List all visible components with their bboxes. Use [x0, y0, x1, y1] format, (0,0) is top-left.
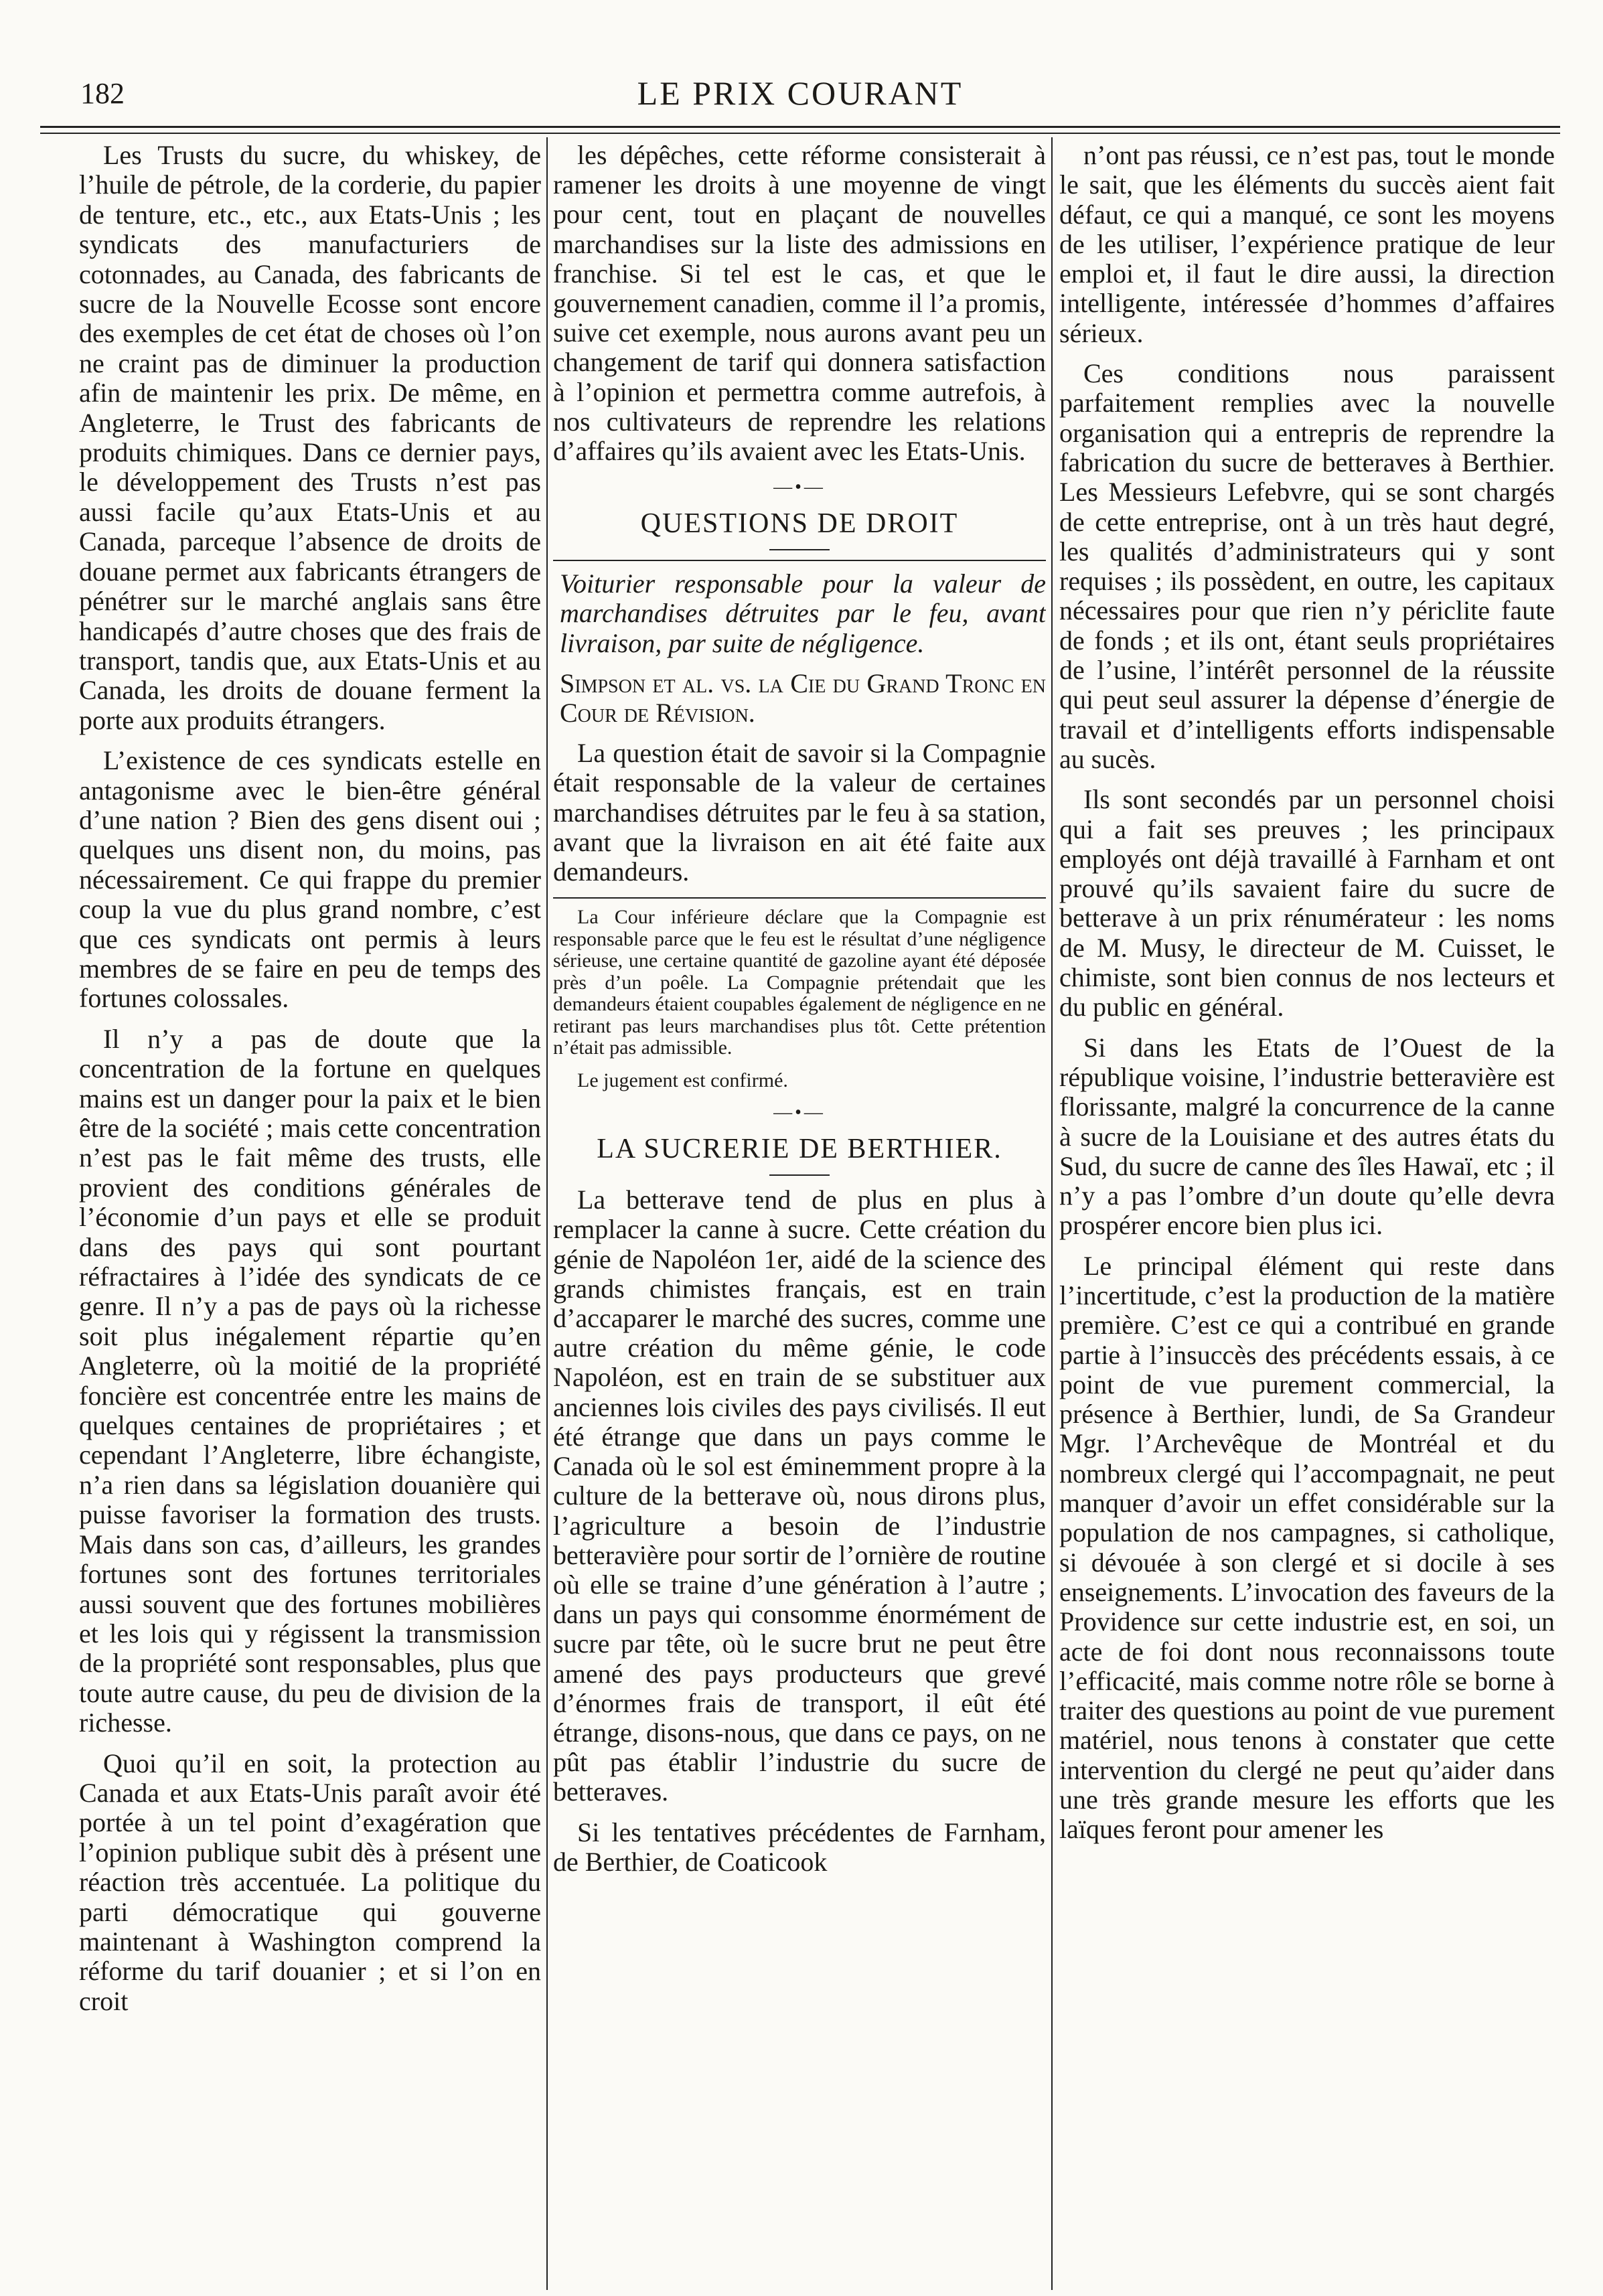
- paragraph: les dépêches, cette réforme consisterait à ramener les droits à une moyenne de vingt pour cent, tout en plaçant de nouvelles marchandises sur la liste des admissions en franchise. Si tel est le cas, et que le gouvernement canadien, comme il l’a promis, suive cet exemple, nous aurons avant peu un changement de tarif qui donnera satisfaction à l’opinion et permettra comme autrefois, à nos cultivateurs de reprendre les relations d’affaires qu’ils avaient avec les Etats-Unis.: [553, 141, 1046, 467]
- column-middle: [553, 141, 1046, 2283]
- column-divider: [1051, 137, 1053, 2290]
- page-number: 182: [80, 77, 125, 110]
- header-rule: [40, 126, 1560, 128]
- paragraph: Si les tentatives précédentes de Farnham, de Berthier, de Coaticook: [553, 1817, 1046, 1877]
- paragraph: Quoi qu’il en soit, la protection au Canada et aux Etats-Unis paraît avoir été portée à un tel point d’exagération que l’opinion publique subit dès à présent une réaction très accentuée. La politique du parti démocratique qui gouverne maintenant à Washington comprend la réforme du tarif douanier ; et si l’on en croit: [79, 1748, 541, 2016]
- paragraph: L’existence de ces syndicats estelle en antagonisme avec le bien-être général d’une nation ? Bien des gens disent oui ; quelques uns disent non, du moins, pas nécessairement. Ce qui frappe du premier coup la vue du plus grand nombre, c’est que ces syndicats ont permis à leurs membres de se faire en peu de temps des fortunes colossales.: [79, 745, 541, 1014]
- paragraph: n’ont pas réussi, ce n’est pas, tout le monde le sait, que les éléments du succès aient fait défaut, ce qui a manqué, ce sont les moyens de les utiliser, l’expérience pratique de leur emploi et, il faut le dire aussi, la direction intelligente, intéressée d’hommes d’affaires sérieux.: [1059, 141, 1555, 348]
- section-heading: LA SUCRERIE DE BERTHIER.: [597, 1134, 1002, 1165]
- heading-rule: [769, 549, 830, 550]
- header-rule-thin: [40, 133, 1560, 134]
- paragraph: La question était de savoir si la Compagnie était responsable de la valeur de certaines marchandises détruites par le feu à sa station, avant que la livraison en ait été faite aux demandeurs.: [553, 738, 1046, 887]
- case-title: Voiturier responsable pour la valeur de marchandises détruites par le feu, avant livraison, par suite de négligence.: [560, 568, 1046, 658]
- paragraph: Le principal élément qui reste dans l’incertitude, c’est la production de la matière première. C’est ce qui a contribué en grande partie à l’insuccès des précédents essais, à ce point de vue purement commercial, la présence à Berthier, lundi, de Sa Grandeur Mgr. l’Archevêque de Montréal et du nombreux clergé qui l’accompagnait, ne peut manquer d’avoir un effet considérable sur la population de nos campagnes, si catholique, si dévouée à son clergé et si docile à ses enseignements. L’invocation des faveurs de la Providence sur cette industrie est, en soi, un acte de foi dont nous reconnaissons toute l’efficacité, mais comme notre rôle se borne à traiter des questions au point de vue purement matériel, nous tenons à constater que cette intervention du clergé ne peut qu’aider dans une très grande mesure les efforts que les laïques feront pour amener les: [1059, 1250, 1555, 1845]
- paragraph: Il n’y a pas de doute que la concentration de la fortune en quelques mains est un danger pour la paix et le bien être de la société ; mais cette concentration n’est pas le fait même des trusts, elle provient des conditions générales de l’économie d’un pays et elle se produit dans des pays qui sont pourtant réfractaires à l’idée des syndicats de ce genre. Il n’y a pas de pays où la richesse soit plus inégalement répartie qu’en Angleterre, où la moitié de la propriété foncière est concentrée entre les mains de quelques centaines de propriétaires ; et cependant l’Angleterre, libre échangiste, n’a rien dans sa législation douanière qui puisse favoriser la formation des trusts. Mais dans son cas, d’ailleurs, les grandes fortunes sont des fortunes territoriales aussi souvent que des fortunes mobilières et les lois qui y régissent la transmission de la propriété sont responsables, plus que toute autre cause, du peu de division de la richesse.: [79, 1023, 541, 1738]
- paragraph: Les Trusts du sucre, du whiskey, de l’huile de pétrole, de la corderie, du papier de tenture, etc., etc., aux Etats-Unis ; les syndicats des manufacturiers de cotonnades, au Canada, des fabricants de sucre de la Nouvelle Ecosse sont encore des exemples de cet état de choses où l’on ne craint pas de diminuer la production afin de maintenir les prix. De même, en Angleterre, le Trust des fabricants de produits chimiques. Dans ce dernier pays, le développement des Trusts n’est pas aussi facile qu’aux Etats-Unis et au Canada, parceque l’absence de droits de douane permet aux fabricants étrangers de pénétrer sur le marché anglais sans être handicapés d’autre choses que des frais de transport, tandis que, aux Etats-Unis et au Canada, les droits de douane ferment la porte aux produits étrangers.: [79, 141, 541, 735]
- judgment-text: La Cour inférieure déclare que la Compagnie est responsable parce que le feu est le résultat d’une négligence sérieuse, une certaine quantité de gazoline ayant été déposée près d’un poêle. La Compagnie prétendait que les demandeurs étaient coupables également de négligence en ne retirant pas leurs marchandises plus tôt. Cette prétention n’était pas admissible.: [553, 906, 1046, 1059]
- case-rule: [553, 560, 1046, 561]
- column-divider: [546, 137, 548, 2290]
- journal-title: LE PRIX COURANT: [637, 74, 964, 112]
- section-separator: —•—: [773, 477, 826, 498]
- section-separator: —•—: [773, 1102, 826, 1124]
- paragraph: La betterave tend de plus en plus à remplacer la canne à sucre. Cette création du génie de Napoléon 1er, aidé de la science des grands chimistes français, est en train d’accaparer le marché des sucres, comme une autre création du même génie, le code Napoléon, est en train de se substituer aux anciennes lois civiles des pays civilisés. Il eut été étrange que dans un pays comme le Canada où le sol est éminemment propre à la culture de la betterave où, nous dirons plus, l’agriculture a besoin de l’industrie betteravière pour sortir de l’ornière de routine où elle se traine d’une génération à l’autre ; dans un pays qui consomme énormément de sucre par tête, où le sucre brut ne peut être amené des pays producteurs que grevé d’énormes frais de transport, il eût été étrange, disons-nous, que dans ce pays, on ne pût pas établir l’industrie du sucre de betteraves.: [553, 1184, 1046, 1807]
- paragraph: Ces conditions nous paraissent parfaitement remplies avec la nouvelle organisation qui a entrepris de reprendre la fabrication du sucre de betteraves à Berthier. Les Messieurs Lefebvre, qui se sont chargés de cette entreprise, ont à un très haut degré, les qualités d’administrateurs qui y sont requises ; ils possèdent, en outre, les capitaux nécessaires pour que rien n’y périclite faute de fonds ; et ils ont, étant seuls propriétaires de l’usine, l’intérêt personnel de la réussite qui peut seul assurer la dépense d’énergie de travail et d’intelligents efforts indispensable au sucès.: [1059, 358, 1555, 774]
- column-right: [1059, 141, 1555, 2283]
- heading-rule: [769, 1174, 830, 1176]
- column-left: [79, 141, 541, 2283]
- case-parties: Simpson et al. vs. la Cie du Grand Tronc en Cour de Révision.: [560, 668, 1046, 729]
- paragraph: Si dans les Etats de l’Ouest de la république voisine, l’industrie betteravière est florissante, malgré la concurrence de la canne à sucre de la Louisiane et des autres états du Sud, du sucre de canne des îles Hawaï, etc ; il n’y a pas l’ombre d’un doute qu’elle devra prospérer encore bien plus ici.: [1059, 1032, 1555, 1241]
- section-heading: QUESTIONS DE DROIT: [640, 508, 959, 540]
- page-header: [40, 67, 1560, 121]
- judgment-rule: [553, 897, 1046, 899]
- paragraph: Ils sont secondés par un personnel choisi qui a fait ses preuves ; les principaux employés ont déjà travaillé à Farnham et ont prouvé qu’ils savaient faire du sucre de betterave à un prix rénumérateur : les noms de M. Musy, le directeur de M. Cuisset, le chimiste, sont bien connus de nos lecteurs et du public en général.: [1059, 784, 1555, 1022]
- judgment-confirmed: Le jugement est confirmé.: [577, 1069, 788, 1091]
